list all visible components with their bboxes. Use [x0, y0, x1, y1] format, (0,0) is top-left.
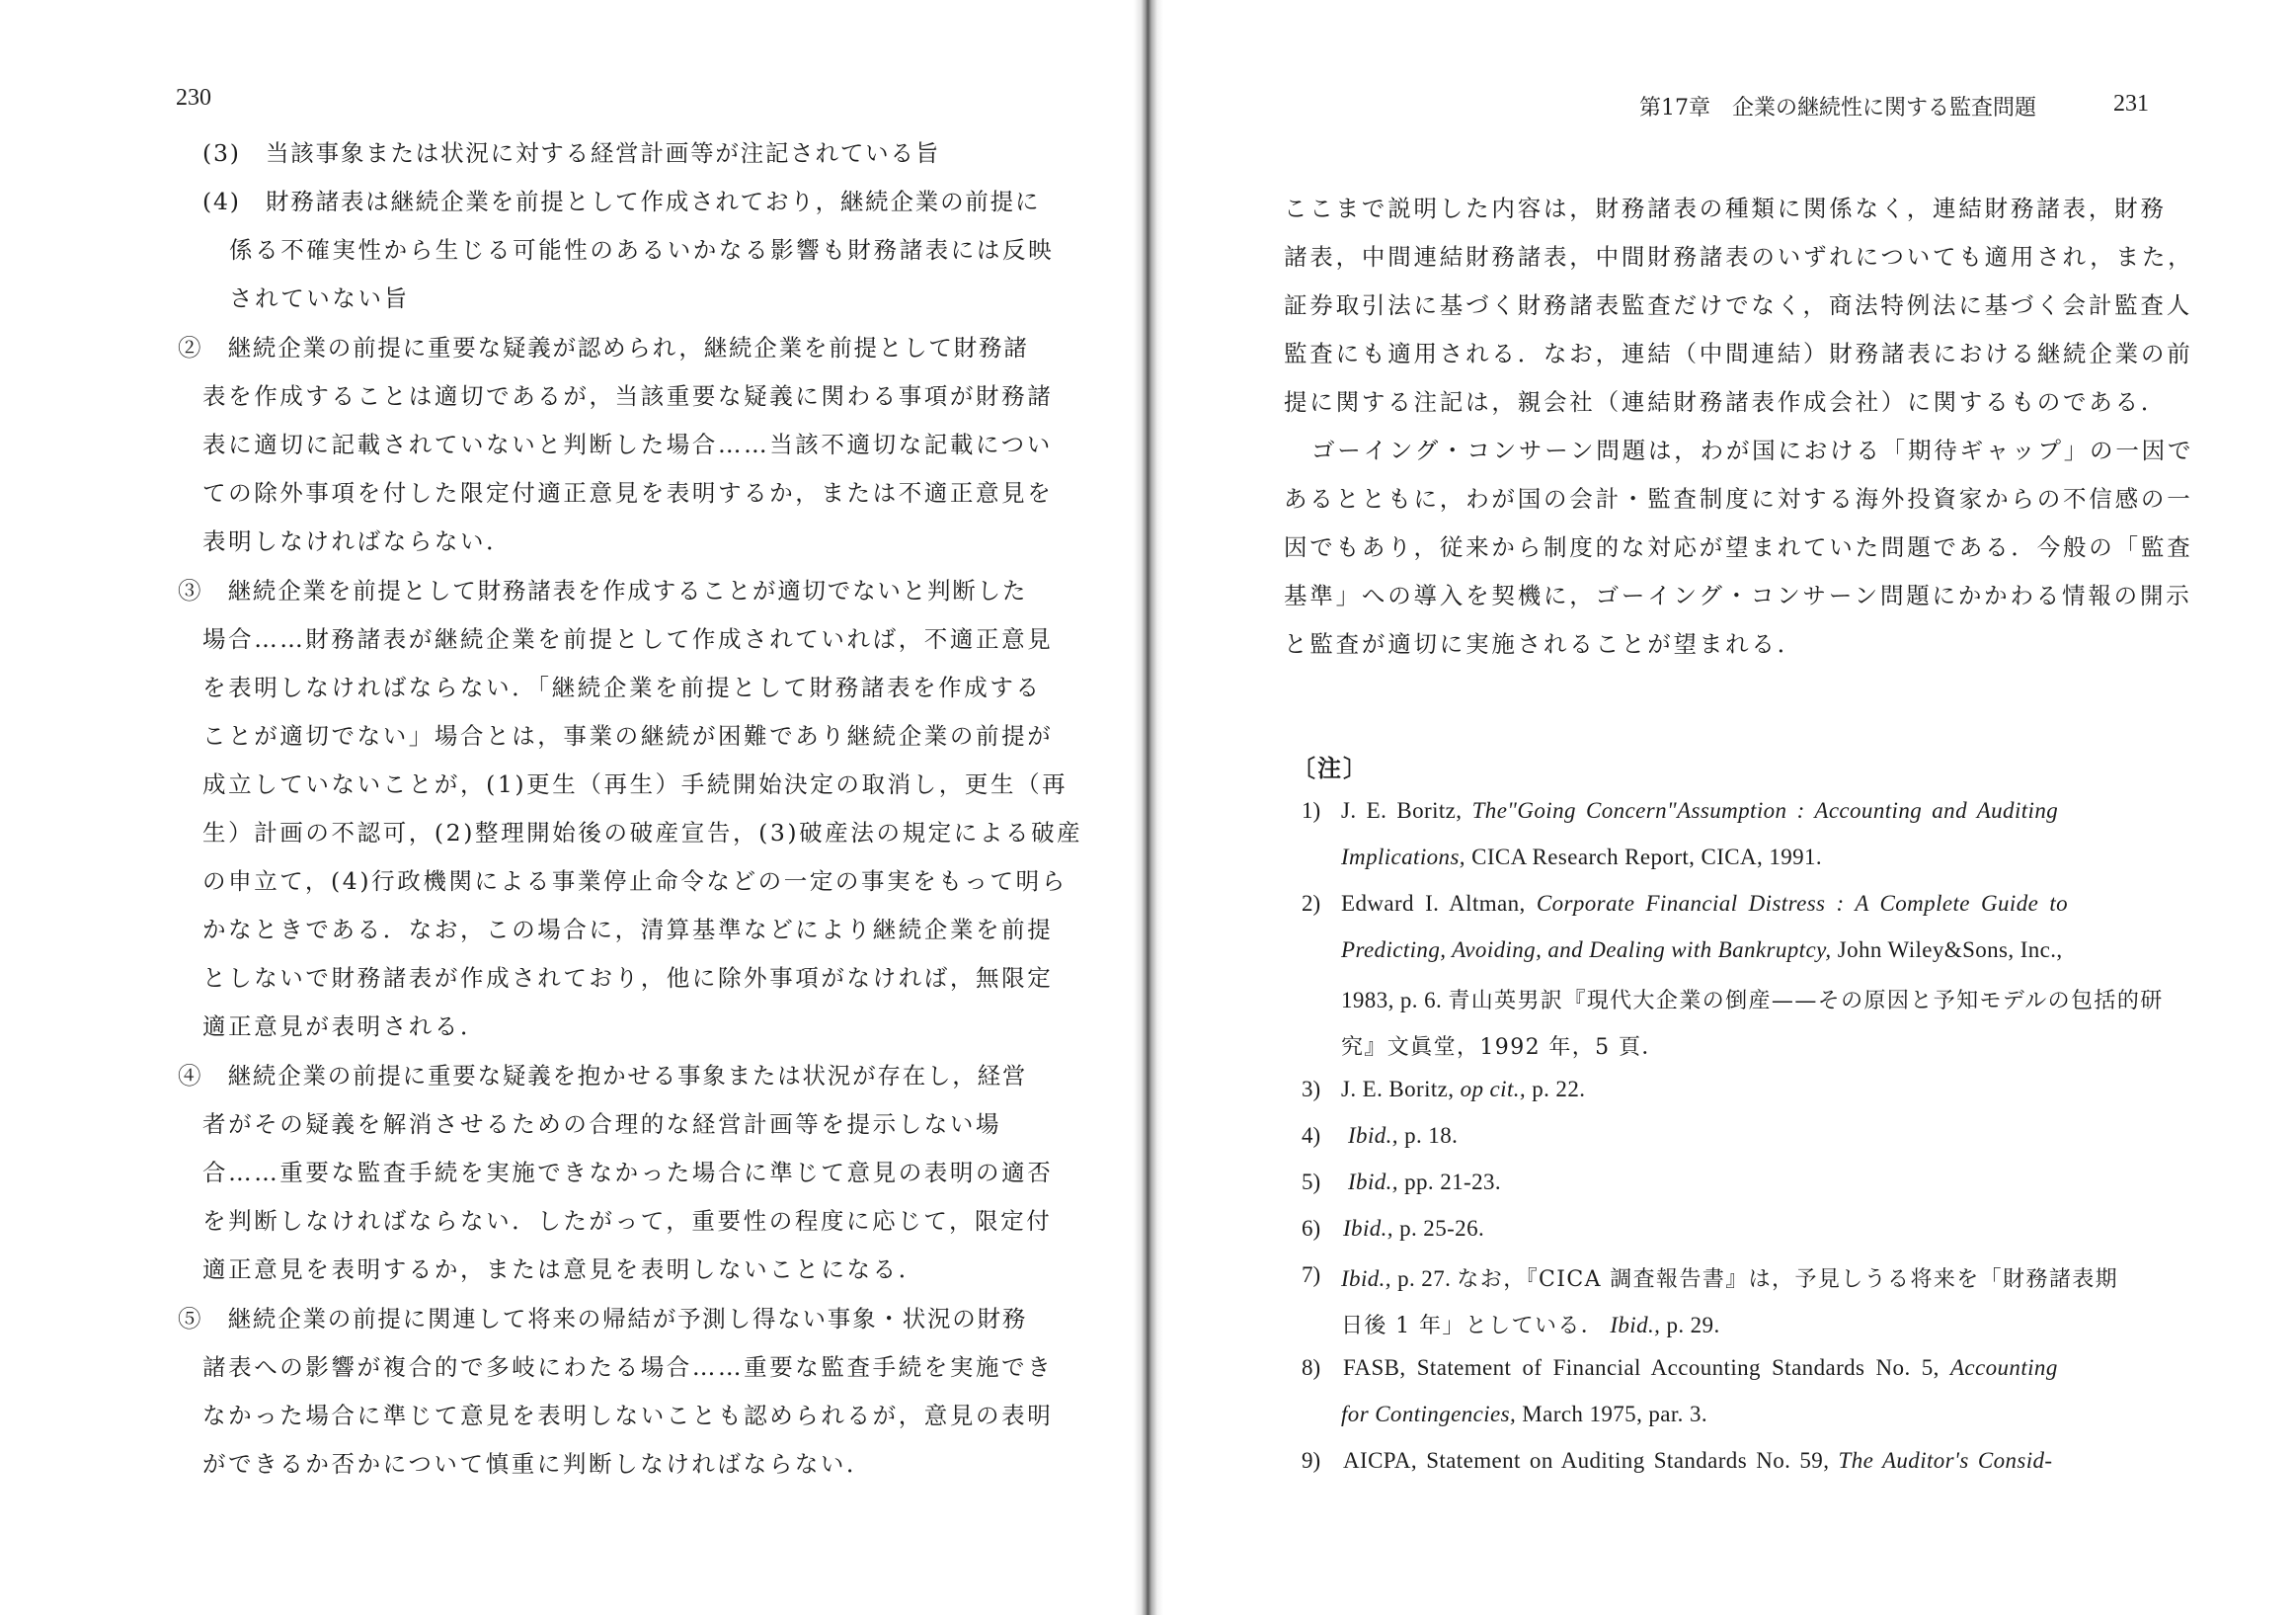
note-text: J. E. Boritz,	[1341, 1077, 1455, 1101]
note-line	[1348, 1123, 1458, 1149]
page-number: 230	[176, 85, 211, 111]
note-title: Ibid.,	[1341, 1266, 1391, 1291]
note-title: Accounting	[1949, 1355, 2058, 1380]
text-line: ⑤ 継続企業の前提に関連して将来の帰結が予測し得ない事象・状況の財務	[178, 1305, 1028, 1332]
text-line: ことが適切でない」場合とは，事業の継続が困難であり継続企業の前提が	[202, 722, 1054, 750]
note-number: 4)	[1302, 1123, 1321, 1148]
text-line: 適正意見が表明される．	[202, 1012, 487, 1040]
text-line: 適正意見を表明するか，または意見を表明しないことになる．	[202, 1255, 924, 1283]
note-title: Ibid.,	[1348, 1170, 1398, 1194]
note-text: AICPA, Statement on Auditing Standards No. 59,	[1343, 1448, 1830, 1473]
note-title: Predicting, Avoiding, and Dealing with Bankruptcy,	[1341, 937, 1832, 962]
note-line	[1341, 1077, 1585, 1102]
note-line	[1343, 1355, 2058, 1381]
note-text: 1983, p. 6.	[1341, 988, 1443, 1012]
page-number: 231	[2113, 91, 2149, 117]
note-text: 究』文眞堂，1992 年，5 頁．	[1341, 1035, 1665, 1060]
note-title: op cit.,	[1460, 1077, 1527, 1101]
note-line	[1341, 1262, 2118, 1293]
note-line	[1341, 1309, 1720, 1339]
text-line: ③ 継続企業を前提として財務諸表を作成することが適切でないと判断した	[178, 577, 1028, 605]
text-line: 表明しなければならない．	[202, 527, 513, 555]
text-line: ゴーイング・コンサーン問題は，わが国における「期待ギャップ」の一因で	[1311, 437, 2194, 464]
note-line	[1341, 1030, 1665, 1061]
right-page	[1155, 0, 2296, 1615]
text-line: 証券取引法に基づく財務諸表監査だけでなく，商法特例法に基づく会計監査人	[1284, 291, 2193, 319]
text-line: 表に適切に記載されていないと判断した場合……当該不適切な記載につい	[202, 431, 1053, 458]
text-line: なかった場合に準じて意見を表明しないことも認められるが，意見の表明	[202, 1402, 1054, 1429]
note-text: p. 18.	[1404, 1123, 1459, 1148]
note-number: 3)	[1302, 1077, 1321, 1101]
note-line	[1341, 937, 2063, 963]
text-line: 合……重要な監査手続を実施できなかった場合に準じて意見の表明の適否	[202, 1159, 1054, 1186]
note-title: Ibid.,	[1348, 1123, 1398, 1148]
text-line: 諸表，中間連結財務諸表，中間財務諸表のいずれについても適用され，また，	[1284, 243, 2194, 271]
note-text: 日後 1 年」としている．	[1341, 1314, 1605, 1338]
note-line	[1341, 798, 2058, 824]
text-line: 基準」への導入を契機に，ゴーイング・コンサーン問題にかかわる情報の開示	[1284, 582, 2192, 609]
text-line: ここまで説明した内容は，財務諸表の種類に関係なく，連結財務諸表，財務	[1284, 195, 2167, 222]
note-line	[1343, 1448, 2053, 1474]
text-line: (4) 財務諸表は継続企業を前提として作成されており，継続企業の前提に	[202, 188, 1041, 215]
note-text: p. 22.	[1532, 1077, 1586, 1101]
text-line: と監査が適切に実施されることが望まれる．	[1284, 630, 1803, 658]
text-line: としないで財務諸表が作成されており，他に除外事項がなければ，無限定	[202, 964, 1054, 992]
note-line	[1341, 891, 2068, 917]
note-text: pp. 21-23.	[1404, 1170, 1502, 1194]
note-text: 青山英男訳『現代大企業の倒産——その原因と予知モデルの包括的研	[1448, 989, 2164, 1013]
note-title: Implications,	[1341, 845, 1465, 869]
note-line	[1341, 845, 1822, 870]
note-number: 1)	[1302, 798, 1321, 823]
note-text: March 1975, par. 3.	[1522, 1402, 1708, 1426]
note-number: 2)	[1302, 891, 1321, 916]
note-text: なお，『CICA 調査報告書』は，予見しうる将来を「財務諸表期	[1457, 1267, 2119, 1292]
text-line: ② 継続企業の前提に重要な疑義が認められ，継続企業を前提として財務諸	[178, 334, 1029, 362]
text-line: 生）計画の不認可，(2)整理開始後の破産宣告，(3)破産法の規定による破産	[202, 819, 1083, 847]
note-line	[1343, 1216, 1484, 1242]
note-number: 9)	[1302, 1448, 1321, 1473]
note-number: 8)	[1302, 1355, 1321, 1380]
note-title: Corporate Financial Distress : A Complete Guide to	[1536, 891, 2069, 916]
note-title: for Contingencies,	[1341, 1402, 1517, 1426]
text-line: ができるか否かについて慎重に判断しなければならない．	[202, 1450, 873, 1478]
text-line: 監査にも適用される．なお，連結（中間連結）財務諸表における継続企業の前	[1284, 340, 2193, 367]
note-text: p. 27.	[1397, 1266, 1452, 1291]
note-text: Edward I. Altman,	[1341, 891, 1526, 916]
text-line: かなときである．なお，この場合に，清算基準などにより継続企業を前提	[202, 916, 1054, 943]
note-title: The Auditor's Consid-	[1838, 1448, 2053, 1473]
note-text: John Wiley&Sons, Inc.,	[1837, 937, 2063, 962]
note-text: FASB, Statement of Financial Accounting Standards No. 5,	[1343, 1355, 1940, 1380]
note-text: p. 29.	[1666, 1313, 1720, 1337]
text-line: あるとともに，わが国の会計・監査制度に対する海外投資家からの不信感の一	[1284, 485, 2193, 513]
note-text: J. E. Boritz,	[1341, 798, 1463, 823]
note-line	[1341, 1402, 1707, 1427]
text-line: ての除外事項を付した限定付適正意見を表明するか，または不適正意見を	[202, 479, 1054, 507]
text-line: 成立していないことが，(1)更生（再生）手続開始決定の取消し，更生（再	[202, 770, 1069, 798]
note-text: p. 25-26.	[1399, 1216, 1485, 1241]
text-line: 因でもあり，従来から制度的な対応が望まれていた問題である．今般の「監査	[1284, 533, 2193, 561]
text-line: ④ 継続企業の前提に重要な疑義を抱かせる事象または状況が存在し，経営	[178, 1062, 1028, 1090]
text-line: 場合……財務諸表が継続企業を前提として作成されていれば，不適正意見	[202, 625, 1054, 653]
text-line: 係る不確実性から生じる可能性のあるいかなる影響も財務諸表には反映	[229, 236, 1055, 264]
text-line: (3) 当該事象または状況に対する経営計画等が注記されている旨	[202, 139, 941, 167]
text-line: 表を作成することは適切であるが，当該重要な疑義に関わる事項が財務諸	[202, 382, 1054, 410]
text-line: されていない旨	[229, 284, 410, 312]
chapter-header: 第17章 企業の継続性に関する監査問題	[1639, 96, 2036, 121]
text-line: を表明しなければならない．「継続企業を前提として財務諸表を作成する	[202, 674, 1042, 701]
note-title: Ibid.,	[1343, 1216, 1393, 1241]
text-line: の申立て，(4)行政機関による事業停止命令などの一定の事実をもって明ら	[202, 867, 1068, 895]
text-line: 諸表への影響が複合的で多岐にわたる場合……重要な監査手続を実施でき	[202, 1353, 1054, 1381]
note-number: 5)	[1302, 1170, 1321, 1194]
note-text: CICA Research Report, CICA, 1991.	[1471, 845, 1823, 869]
note-number: 7)	[1302, 1262, 1321, 1287]
note-title: The"Going Concern"Assumption : Accounting and Auditing	[1471, 798, 2059, 823]
note-line	[1341, 984, 2164, 1014]
note-line	[1348, 1170, 1501, 1195]
notes-heading: 〔注〕	[1292, 754, 1369, 782]
text-line: 提に関する注記は，親会社（連結財務諸表作成会社）に関するものである．	[1284, 388, 2168, 416]
note-title: Ibid.,	[1610, 1313, 1661, 1337]
note-number: 6)	[1302, 1216, 1321, 1241]
left-page	[0, 0, 1136, 1615]
text-line: 者がその疑義を解消させるための合理的な経営計画等を提示しない場	[202, 1110, 1002, 1138]
text-line: を判断しなければならない．したがって，重要性の程度に応じて，限定付	[202, 1207, 1053, 1235]
